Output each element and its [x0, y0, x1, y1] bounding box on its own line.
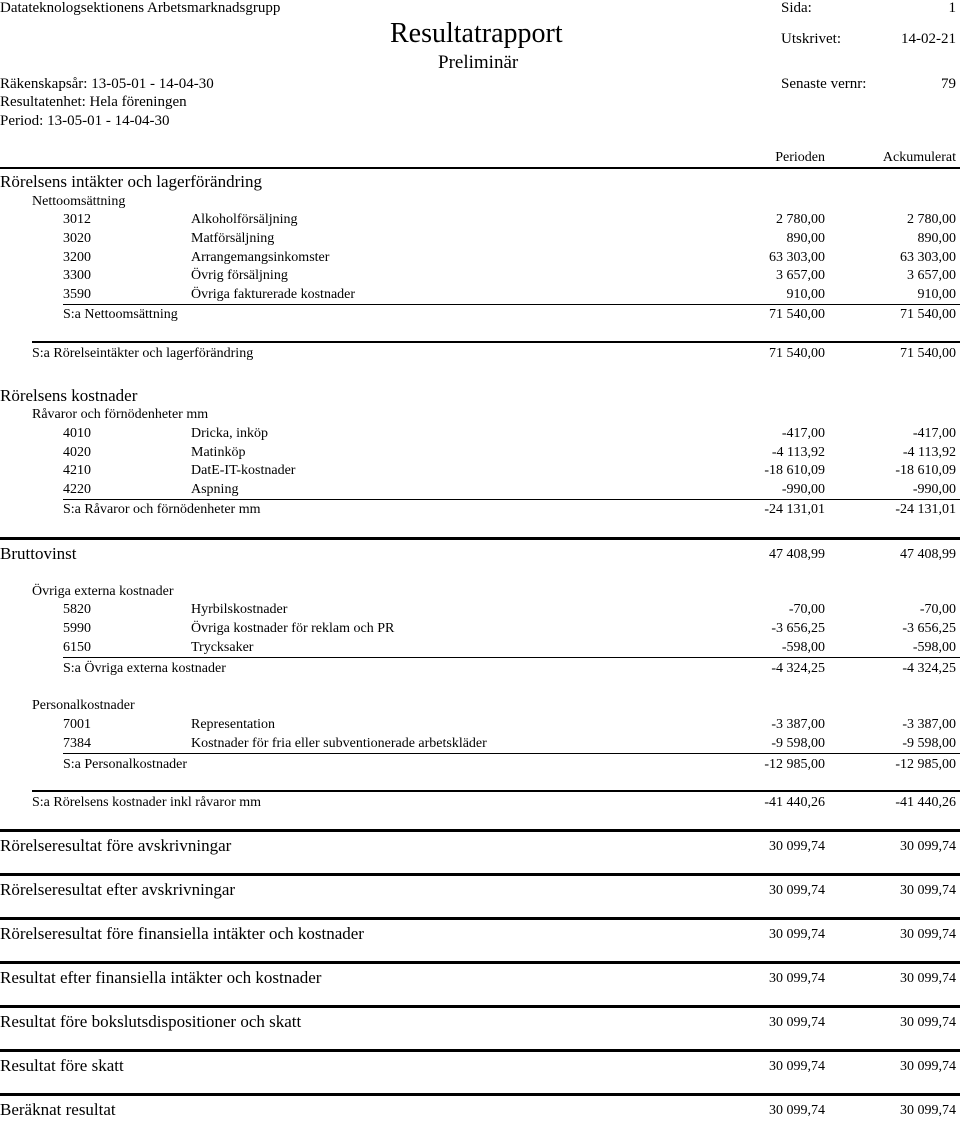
- report-title: Resultatrapport: [390, 18, 563, 49]
- period-value: -3 656,25: [771, 621, 825, 636]
- accumulated-value: -3 387,00: [902, 717, 956, 732]
- accumulated-value: 30 099,74: [900, 1015, 956, 1030]
- account-name: Arrangemangsinkomster: [191, 250, 330, 265]
- period-value: 30 099,74: [769, 1103, 825, 1118]
- account-name: Dricka, inköp: [191, 426, 268, 441]
- period-value: -70,00: [788, 602, 825, 617]
- col-accumulated-header: Ackumulerat: [882, 150, 956, 165]
- account-name: Representation: [191, 717, 275, 732]
- account-number: 3200: [63, 250, 91, 265]
- sum-rule: [63, 753, 960, 754]
- account-number: 4220: [63, 482, 91, 497]
- period-value: 71 540,00: [769, 307, 825, 322]
- result-rule: [0, 917, 960, 920]
- account-name: Övrig försäljning: [191, 268, 288, 283]
- sum-label: S:a Nettoomsättning: [63, 307, 178, 322]
- vernr-label: Senaste vernr:: [781, 76, 867, 92]
- result-rule: [0, 873, 960, 876]
- account-name: Övriga fakturerade kostnader: [191, 287, 356, 302]
- account-number: 3590: [63, 287, 91, 302]
- accumulated-value: 2 780,00: [907, 212, 956, 227]
- result-rule: [0, 1093, 960, 1096]
- accumulated-value: -12 985,00: [895, 757, 956, 772]
- period-value: -18 610,09: [764, 463, 825, 478]
- period-value: 30 099,74: [769, 1015, 825, 1030]
- sum-label: S:a Personalkostnader: [63, 757, 188, 772]
- account-number: 7001: [63, 717, 91, 732]
- account-number: 4210: [63, 463, 91, 478]
- result-rule: [0, 961, 960, 964]
- period-value: -41 440,26: [764, 795, 825, 810]
- result-label: Beräknat resultat: [0, 1100, 116, 1119]
- period-value: -598,00: [781, 640, 825, 655]
- sum-label: S:a Rörelsens kostnader inkl råvaror mm: [32, 795, 262, 810]
- account-name: Alkoholförsäljning: [191, 212, 298, 227]
- accumulated-value: 71 540,00: [900, 346, 956, 361]
- report-subtitle: Preliminär: [438, 52, 519, 73]
- accumulated-value: 30 099,74: [900, 883, 956, 898]
- sum-label: S:a Råvaror och förnödenheter mm: [63, 502, 261, 517]
- account-name: Kostnader för fria eller subventionerade arbetskläder: [191, 736, 487, 751]
- vernr-value: 79: [941, 76, 956, 92]
- accumulated-value: 30 099,74: [900, 971, 956, 986]
- accumulated-value: -417,00: [912, 426, 956, 441]
- period-value: 30 099,74: [769, 971, 825, 986]
- result-label: Resultat före skatt: [0, 1056, 124, 1075]
- header-rule: [0, 167, 960, 169]
- account-name: Matinköp: [191, 445, 246, 460]
- account-name: Aspning: [191, 482, 239, 497]
- result-rule: [0, 1005, 960, 1008]
- account-number: 4010: [63, 426, 91, 441]
- period-value: 30 099,74: [769, 839, 825, 854]
- period-value: -4 324,25: [771, 661, 825, 676]
- account-name: Hyrbilskostnader: [191, 602, 288, 617]
- accumulated-value: 30 099,74: [900, 1059, 956, 1074]
- accumulated-value: -3 656,25: [902, 621, 956, 636]
- section-title: Rörelsens intäkter och lagerförändring: [0, 172, 262, 191]
- account-number: 4020: [63, 445, 91, 460]
- fiscal-year: Räkenskapsår: 13-05-01 - 14-04-30: [0, 76, 214, 92]
- accumulated-value: 30 099,74: [900, 1103, 956, 1118]
- accumulated-value: 3 657,00: [907, 268, 956, 283]
- period-value: 71 540,00: [769, 346, 825, 361]
- col-period-header: Perioden: [775, 150, 825, 165]
- result-label: Rörelseresultat före finansiella intäkter och kostnader: [0, 924, 364, 943]
- account-number: 3020: [63, 231, 91, 246]
- result-label: Resultat efter finansiella intäkter och kostnader: [0, 968, 322, 987]
- accumulated-value: 63 303,00: [900, 250, 956, 265]
- accumulated-value: -41 440,26: [895, 795, 956, 810]
- account-number: 3300: [63, 268, 91, 283]
- account-number: 7384: [63, 736, 91, 751]
- accumulated-value: -70,00: [919, 602, 956, 617]
- sum-label: S:a Övriga externa kostnader: [63, 661, 226, 676]
- brutto-label: Bruttovinst: [0, 544, 77, 563]
- period-value: -417,00: [781, 426, 825, 441]
- account-name: DatE-IT-kostnader: [191, 463, 296, 478]
- result-rule: [0, 829, 960, 832]
- accumulated-value: 30 099,74: [900, 839, 956, 854]
- printed-date: 14-02-21: [901, 31, 956, 47]
- period-value: -12 985,00: [764, 757, 825, 772]
- accumulated-value: 71 540,00: [900, 307, 956, 322]
- period-value: 890,00: [786, 231, 825, 246]
- sum-rule: [32, 790, 960, 792]
- account-name: Trycksaker: [191, 640, 254, 655]
- accumulated-value: 910,00: [917, 287, 956, 302]
- org-name: Datateknologsektionens Arbetsmarknadsgrupp: [0, 0, 281, 16]
- period-value: -3 387,00: [771, 717, 825, 732]
- period-value: 30 099,74: [769, 1059, 825, 1074]
- accumulated-value: 30 099,74: [900, 927, 956, 942]
- result-label: Resultat före bokslutsdispositioner och skatt: [0, 1012, 302, 1031]
- sum-rule: [63, 499, 960, 500]
- period-value: 30 099,74: [769, 883, 825, 898]
- accumulated-value: 890,00: [917, 231, 956, 246]
- result-rule: [0, 1049, 960, 1052]
- period-value: -9 598,00: [771, 736, 825, 751]
- sum-label: S:a Rörelseintäkter och lagerförändring: [32, 346, 254, 361]
- accumulated-value: -4 113,92: [902, 445, 956, 460]
- account-number: 5820: [63, 602, 91, 617]
- brutto-rule: [0, 537, 960, 540]
- accumulated-value: 47 408,99: [900, 547, 956, 562]
- page-label: Sida:: [781, 0, 812, 16]
- period-value: 47 408,99: [769, 547, 825, 562]
- period: Period: 13-05-01 - 14-04-30: [0, 113, 170, 129]
- group-title: Övriga externa kostnader: [32, 584, 174, 599]
- period-value: 3 657,00: [776, 268, 825, 283]
- result-label: Rörelseresultat före avskrivningar: [0, 836, 232, 855]
- sum-rule: [63, 304, 960, 305]
- result-label: Rörelseresultat efter avskrivningar: [0, 880, 236, 899]
- account-number: 5990: [63, 621, 91, 636]
- period-value: 2 780,00: [776, 212, 825, 227]
- period-value: 63 303,00: [769, 250, 825, 265]
- period-value: 30 099,74: [769, 927, 825, 942]
- group-title: Nettoomsättning: [32, 194, 126, 209]
- section-title: Rörelsens kostnader: [0, 386, 138, 405]
- accumulated-value: -990,00: [912, 482, 956, 497]
- group-title: Personalkostnader: [32, 698, 135, 713]
- account-number: 3012: [63, 212, 91, 227]
- group-title: Råvaror och förnödenheter mm: [32, 407, 209, 422]
- result-unit: Resultatenhet: Hela föreningen: [0, 94, 187, 110]
- period-value: 910,00: [786, 287, 825, 302]
- period-value: -990,00: [781, 482, 825, 497]
- accumulated-value: -4 324,25: [902, 661, 956, 676]
- accumulated-value: -598,00: [912, 640, 956, 655]
- account-name: Övriga kostnader för reklam och PR: [191, 621, 395, 636]
- account-number: 6150: [63, 640, 91, 655]
- accumulated-value: -24 131,01: [895, 502, 956, 517]
- sum-rule: [32, 341, 960, 343]
- period-value: -4 113,92: [771, 445, 825, 460]
- accumulated-value: -9 598,00: [902, 736, 956, 751]
- sum-rule: [63, 657, 960, 658]
- accumulated-value: -18 610,09: [895, 463, 956, 478]
- account-name: Matförsäljning: [191, 231, 275, 246]
- printed-label: Utskrivet:: [781, 31, 841, 47]
- page-number: 1: [948, 0, 956, 16]
- period-value: -24 131,01: [764, 502, 825, 517]
